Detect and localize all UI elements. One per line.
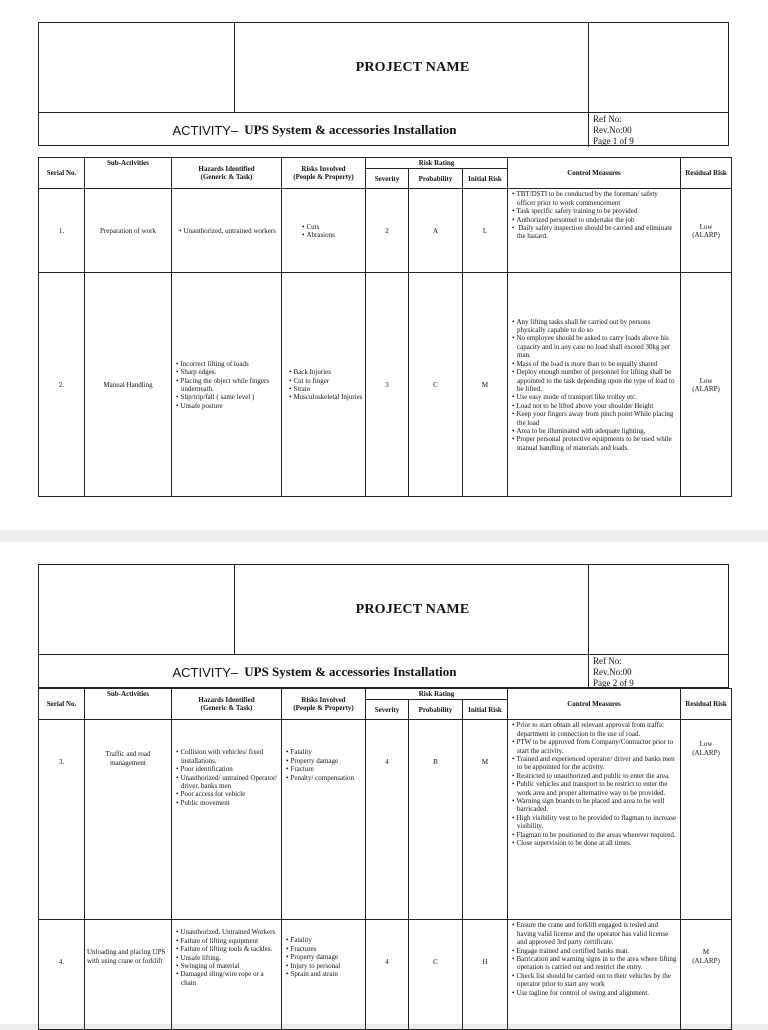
row-hazards xyxy=(172,273,282,497)
control-item: • Barrication and warning signs in to the area where lifting operation is carried out and restrict the entry. xyxy=(510,955,678,972)
col-severity: Severity xyxy=(366,169,409,189)
col-control-measures: Control Measures xyxy=(508,158,681,189)
row-residual-risk xyxy=(681,920,732,1030)
row-hazards xyxy=(172,920,282,1030)
hazard-item: • Collision with vehicles/ fixed installations. xyxy=(174,748,279,765)
activity-prefix: ACTIVITY– xyxy=(172,664,239,680)
hazard-item: • Unauthorized/ untrained Operator/ driver, banks men xyxy=(174,774,279,791)
hazard-item: • Failure of lifting equipment xyxy=(174,937,279,945)
row-probability: C xyxy=(409,920,463,1030)
row-serial: 2. xyxy=(39,273,85,497)
activity-title xyxy=(39,655,590,689)
risk-item: • Property damage xyxy=(284,757,363,765)
risk-item: • Cuts xyxy=(300,223,363,231)
risk-item: • Fatality xyxy=(284,748,363,756)
col-risks xyxy=(282,158,366,189)
control-item: • Deploy enough number of personnel for lifting shall be appointed to the task depending upon the type of load to be lifted. xyxy=(510,368,678,393)
activity-row xyxy=(39,654,728,689)
hazard-item: • Unsafe lifting. xyxy=(174,954,279,962)
row-sub-activity: Traffic and road management xyxy=(85,720,172,920)
col-hazards xyxy=(172,689,282,720)
control-item: • Mass of the load is more than to be equally shared xyxy=(510,360,678,368)
control-item: • Area to be illuminated with adequate lighting. xyxy=(510,427,678,435)
row-probability: B xyxy=(409,720,463,920)
residual-note: (ALARP) xyxy=(692,384,720,393)
control-item: • Public vehicles and transport to be restrict to enter the work area and proper alternative way to be provided. xyxy=(510,780,678,797)
row-initial-risk: M xyxy=(463,720,508,920)
control-item: • Prior to start obtain all relevant approval from traffic department in connection to the use of road. xyxy=(510,721,678,738)
row-serial: 3. xyxy=(39,720,85,920)
hazard-item: • Sharp edges. xyxy=(174,368,279,376)
residual-note: (ALARP) xyxy=(692,748,720,757)
row-risks xyxy=(282,720,366,920)
col-risk-rating: Risk Rating xyxy=(366,158,508,169)
row-initial-risk: M xyxy=(463,273,508,497)
control-item: • Warning sign boards to be placed and area to be well barricaded. xyxy=(510,797,678,814)
control-item: • Any lifting tasks shall be carried out by persons physically capable to do so xyxy=(510,318,678,335)
page-number: Page 1 of 9 xyxy=(593,136,634,146)
hazard-item: • Placing the object while fingers underneath. xyxy=(174,377,279,394)
col-serial: Serial No. xyxy=(39,689,85,720)
col-risks-l1: Risks Involved xyxy=(301,695,346,704)
rev-no: Rev.No:00 xyxy=(593,125,632,135)
row-sub-activity: Preparation of work xyxy=(85,189,172,273)
hazard-item: • Swinging of material xyxy=(174,962,279,970)
risk-item: • Sprain and strain xyxy=(284,970,363,978)
control-item: • Task specific safety training to be provided xyxy=(510,207,678,215)
document-page-2 xyxy=(0,542,768,1024)
hazard-item: • Poor identification xyxy=(174,765,279,773)
table-row xyxy=(39,720,732,920)
row-severity: 4 xyxy=(366,720,409,920)
hazard-item: • Unsafe posture xyxy=(174,402,279,410)
col-risks-l2: (People & Property) xyxy=(293,173,354,182)
row-severity: 2 xyxy=(366,189,409,273)
control-item: • Authorized personnel to undertake the job xyxy=(510,216,678,224)
risk-item: • Fracture xyxy=(284,765,363,773)
row-risks xyxy=(282,273,366,497)
col-hazards-l1: Hazards Identified xyxy=(198,164,255,173)
row-serial: 4. xyxy=(39,920,85,1030)
row-risks xyxy=(282,189,366,273)
hazard-item: • Failure of lifting tools & tackles. xyxy=(174,945,279,953)
risk-item: • Injury to personal xyxy=(284,962,363,970)
row-controls xyxy=(508,273,681,497)
row-hazards xyxy=(172,720,282,920)
col-hazards-l2: (Generic & Task) xyxy=(200,704,253,713)
page-number: Page 2 of 9 xyxy=(593,678,634,688)
col-control-measures: Control Measures xyxy=(508,689,681,720)
page-header xyxy=(38,564,729,688)
risk-item: • Abrasions xyxy=(300,231,363,239)
table-row xyxy=(39,189,732,273)
control-item: • Use easy mode of transport like trolley etc. xyxy=(510,393,678,401)
hazard-item: • Damaged sling/wire rope or a chain xyxy=(174,970,279,987)
row-risks xyxy=(282,920,366,1030)
col-risks-l2: (People & Property) xyxy=(293,704,354,713)
risk-item: • Property damage xyxy=(284,953,363,961)
row-serial: 1. xyxy=(39,189,85,273)
table-row xyxy=(39,273,732,497)
col-hazards xyxy=(172,158,282,189)
control-item: • Load not to be lifted above your shoulder Height xyxy=(510,402,678,410)
table-row xyxy=(39,920,732,1030)
activity-name: UPS System & accessories Installation xyxy=(244,122,457,137)
reference-box xyxy=(588,113,728,147)
logo-cell xyxy=(39,565,235,654)
control-item: • Engage trained and certified banks man. xyxy=(510,947,678,955)
col-risks xyxy=(282,689,366,720)
col-risks-l1: Risks Involved xyxy=(301,164,346,173)
activity-name: UPS System & accessories Installation xyxy=(244,664,457,679)
control-item: • Flagman to be positioned to the areas wherever required. xyxy=(510,831,678,839)
control-item: • Keep your fingers away from pinch point While placing the load xyxy=(510,410,678,427)
risk-item: • Fatality xyxy=(284,936,363,944)
control-item: • Daily safety inspection should be carried and eliminate the hazard. xyxy=(510,224,678,241)
control-item: • TBT/DSTI to be conducted by the foreman/ safety officer prior to work commencement xyxy=(510,190,678,207)
activity-row xyxy=(39,112,728,147)
row-residual-risk xyxy=(681,189,732,273)
hazard-item: • Unauthorized, Untrained Workers xyxy=(174,928,279,936)
reference-box xyxy=(588,655,728,689)
rev-no: Rev.No:00 xyxy=(593,667,632,677)
col-severity: Severity xyxy=(366,700,409,720)
col-residual-risk: Residual Risk xyxy=(681,158,732,189)
control-item: • Restricted to unauthorized and public to enter the area. xyxy=(510,772,678,780)
row-severity: 4 xyxy=(366,920,409,1030)
row-hazards xyxy=(172,189,282,273)
row-residual-risk xyxy=(681,720,732,920)
row-sub-activity: Unloading and placing UPS with using crane or forklift xyxy=(85,920,172,1030)
control-item: • Check list should be carried out to their vehicles by the operator prior to start any work xyxy=(510,972,678,989)
row-residual-risk xyxy=(681,273,732,497)
ref-no: Ref No: xyxy=(593,656,622,666)
col-serial: Serial No. xyxy=(39,158,85,189)
risk-item: • Cut to finger xyxy=(287,377,363,385)
header-blank-cell xyxy=(588,565,728,654)
hazard-item: • Incorrect lifting of loads xyxy=(174,360,279,368)
risk-item: • Penalty/ compensation xyxy=(284,774,363,782)
row-controls xyxy=(508,720,681,920)
residual-value: Low xyxy=(699,740,713,749)
risk-item: • Strain xyxy=(287,385,363,393)
risk-assessment-table xyxy=(38,688,732,1030)
ref-no: Ref No: xyxy=(593,114,622,124)
residual-value: Low xyxy=(699,222,713,231)
page-header xyxy=(38,22,729,146)
residual-value: M xyxy=(702,948,710,957)
hazard-item: • Unauthorized, untrained workers xyxy=(174,227,279,235)
hazard-item: • Poor access for vehicle xyxy=(174,790,279,798)
residual-note: (ALARP) xyxy=(692,956,720,965)
row-severity: 3 xyxy=(366,273,409,497)
project-name: PROJECT NAME xyxy=(355,601,470,617)
col-probability: Probability xyxy=(409,700,463,720)
row-sub-activity: Manual Handling xyxy=(85,273,172,497)
risk-item: • Fractures xyxy=(284,945,363,953)
col-residual-risk: Residual Risk xyxy=(681,689,732,720)
row-controls xyxy=(508,920,681,1030)
row-initial-risk: H xyxy=(463,920,508,1030)
residual-value: Low xyxy=(699,376,713,385)
row-probability: C xyxy=(409,273,463,497)
control-item: • Trained and experienced operator/ driver and banks men to be appointed for the activity. xyxy=(510,755,678,772)
control-item: • No employee should be asked to carry loads above his capacity and in any case no load shall exceed 30kg per man. xyxy=(510,334,678,359)
hazard-item: • Public movement xyxy=(174,799,279,807)
logo-cell xyxy=(39,23,235,112)
risk-item: • Musculoskeletal Injuries xyxy=(287,393,363,401)
residual-note: (ALARP) xyxy=(692,230,720,239)
row-controls xyxy=(508,189,681,273)
risk-assessment-table xyxy=(38,157,732,497)
project-name: PROJECT NAME xyxy=(355,59,470,75)
activity-prefix: ACTIVITY– xyxy=(172,122,239,138)
col-sub-activities: Sub-Activities xyxy=(85,158,172,189)
control-item: • Ensure the crane and forklift engaged is tested and having valid license and the operator has valid license and approved 3rd party certificate. xyxy=(510,921,678,946)
control-item: • Use tagline for control of swing and alignment. xyxy=(510,989,678,997)
col-sub-activities: Sub-Activities xyxy=(85,689,172,720)
risk-item: • Back Injuries xyxy=(287,368,363,376)
hazard-item: • Slip/trip/fall ( same level ) xyxy=(174,393,279,401)
col-initial-risk: Initial Risk xyxy=(463,169,508,189)
control-item: • PTW to be approved from Company/Contractor prior to start the activity. xyxy=(510,738,678,755)
col-hazards-l2: (Generic & Task) xyxy=(200,173,253,182)
col-probability: Probability xyxy=(409,169,463,189)
activity-title xyxy=(39,113,590,147)
control-item: • High visibility vest to be provided to flagman to increase visibility. xyxy=(510,814,678,831)
header-blank-cell xyxy=(588,23,728,112)
row-initial-risk: L xyxy=(463,189,508,273)
control-item: • Close supervision to be done at all times. xyxy=(510,839,678,847)
col-hazards-l1: Hazards Identified xyxy=(198,695,255,704)
col-risk-rating: Risk Rating xyxy=(366,689,508,700)
control-item: • Proper personal protective equipments to be used while manual handling of materials and loads. xyxy=(510,435,678,452)
row-probability: A xyxy=(409,189,463,273)
col-initial-risk: Initial Risk xyxy=(463,700,508,720)
